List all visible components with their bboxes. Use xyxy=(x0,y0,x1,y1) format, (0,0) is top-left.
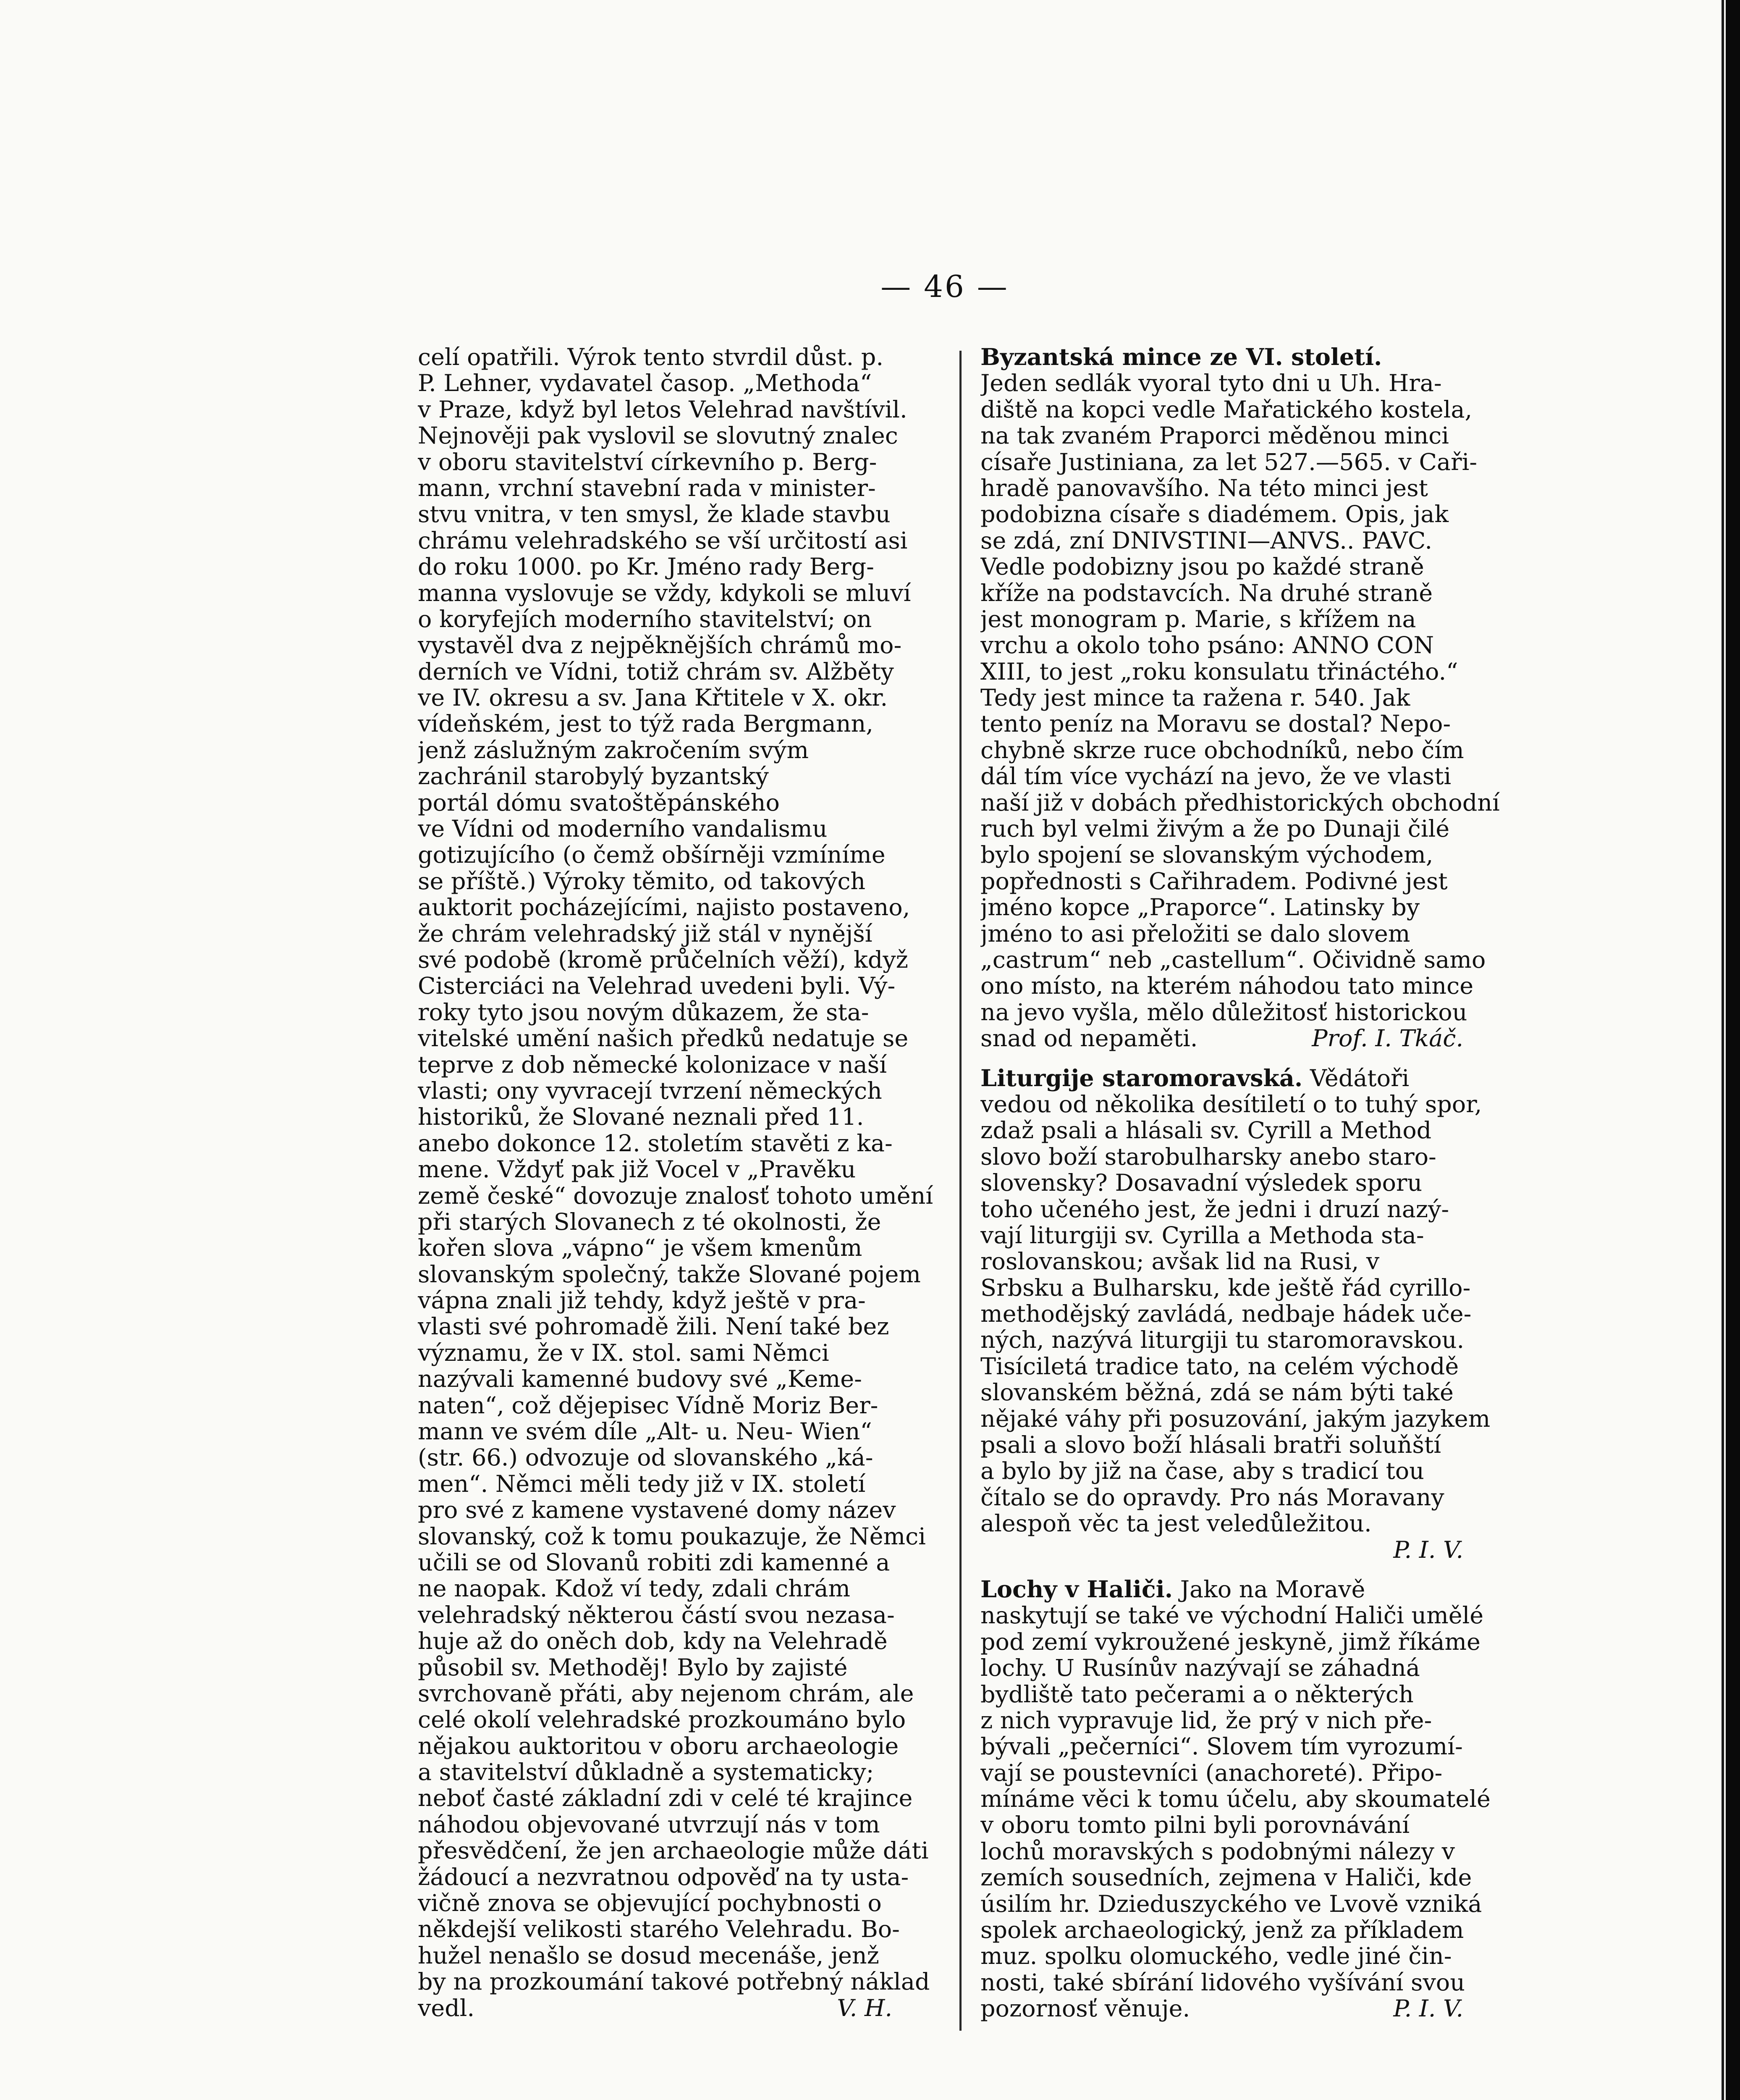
text-line: nosti, také sbírání lidového vyšívání svou xyxy=(980,1969,1465,1996)
text-line: vedou od několika desítiletí o to tuhý spor, xyxy=(980,1091,1482,1118)
text-line: jméno to asi přeložiti se dalo slovem xyxy=(980,921,1410,947)
text-line: jméno kopce „Praporce“. Latinsky by xyxy=(980,895,1420,921)
text-line: portál dómu svatoštěpánského xyxy=(418,790,780,816)
text-line: někdejší velikosti starého Velehradu. Bo- xyxy=(418,1916,900,1943)
text-line: by na prozkoumání takové potřebný náklad xyxy=(418,1969,930,1995)
text-line: vlasti; ony vyvracejí tvrzení německých xyxy=(418,1078,882,1105)
text-line: bývali „pečerníci“. Slovem tím vyrozumí- xyxy=(980,1734,1463,1760)
page-edge-shadow xyxy=(1722,0,1724,2100)
text-line: Nejnověji pak vyslovil se slovutný znalec xyxy=(418,423,898,449)
text-line: pro své z kamene vystavené domy název xyxy=(418,1497,896,1524)
text-line: (str. 66.) odvozuje od slovanského „ká- xyxy=(418,1445,873,1471)
text-line: čítalo se do opravdy. Pro nás Moravany xyxy=(980,1484,1444,1511)
text-line: chrámu velehradského se vší určitostí asi xyxy=(418,528,908,554)
text-line: úsilím hr. Dzieduszyckého ve Lvově vzniká xyxy=(980,1891,1482,1918)
section-heading-line-liturgy xyxy=(980,1066,1514,1092)
section-last-line: pozornosť věnuje. xyxy=(980,1996,1190,2022)
section-closing-line xyxy=(980,1996,1514,2022)
text-line: vitelské umění našich předků nedatuje se xyxy=(418,1026,909,1052)
left-column-text xyxy=(418,344,943,1995)
text-line: neboť časté základní zdi v celé té krajince xyxy=(418,1785,913,1812)
text-line: diště na kopci vedle Mařatického kostela, xyxy=(980,396,1473,423)
text-line: na jevo vyšla, mělo důležitosť historickou xyxy=(980,999,1467,1026)
text-line: vičně znova se objevující pochybnosti o xyxy=(418,1890,882,1917)
left-signature: V. H. xyxy=(837,1995,892,2021)
text-line: císaře Justiniana, za let 527.—565. v Caři- xyxy=(980,449,1478,475)
text-line: mann ve svém díle „Alt- u. Neu- Wien“ xyxy=(418,1419,872,1445)
text-line: muz. spolku olomuckého, vedle jiné čin- xyxy=(980,1943,1452,1970)
text-line: auktorit pocházejícími, najisto postaveno, xyxy=(418,895,910,921)
text-line: se zdá, zní DNIVSTINI—ANVS.. PAVC. xyxy=(980,528,1432,554)
section-text-liturgy xyxy=(980,1092,1514,1537)
section-signature: Prof. I. Tkáč. xyxy=(1312,1026,1463,1052)
page-number: — 46 — xyxy=(880,269,1009,304)
text-line: zdaž psali a hlásali sv. Cyrill a Method xyxy=(980,1118,1432,1144)
text-line: vápna znali již tehdy, když ještě v pra- xyxy=(418,1288,866,1314)
text-line: bylo spojení se slovanským východem, xyxy=(980,842,1433,869)
text-line: podobizna císaře s diadémem. Opis, jak xyxy=(980,501,1449,528)
text-line: ných, nazývá liturgiji tu staromoravskou. xyxy=(980,1327,1465,1354)
text-line: jest monogram p. Marie, s křížem na xyxy=(980,606,1416,633)
text-line: svrchovaně přáti, aby nejenom chrám, ale xyxy=(418,1680,914,1707)
text-line: ne naopak. Kdož ví tedy, zdali chrám xyxy=(418,1576,851,1602)
section-heading-line-lochy xyxy=(980,1577,1514,1603)
text-line: hužel nenašlo se dosud mecenáše, jenž xyxy=(418,1942,879,1969)
text-line: P. Lehner, vydavatel časop. „Methoda“ xyxy=(418,370,872,397)
section-text-lochy xyxy=(980,1603,1514,1996)
text-line: teprve z dob německé kolonizace v naší xyxy=(418,1052,887,1078)
text-line: mene. Vždyť pak již Vocel v „Pravěku xyxy=(418,1157,856,1183)
text-line: slovanským společný, takže Slované pojem xyxy=(418,1261,921,1288)
text-line: derních ve Vídni, totiž chrám sv. Alžběty xyxy=(418,659,894,685)
text-line: nějakou auktoritou v oboru archaeologie xyxy=(418,1733,899,1760)
text-line: náhodou objevované utvrzují nás v tom xyxy=(418,1811,880,1838)
text-line: mínáme věci k tomu účelu, aby skoumatelé xyxy=(980,1786,1491,1813)
text-line: a stavitelství důkladně a systematicky; xyxy=(418,1759,874,1786)
text-line: „castrum“ neb „castellum“. Očividně samo xyxy=(980,947,1486,974)
section-lead-text: Jako na Moravě xyxy=(1173,1576,1365,1603)
text-line: manna vyslovuje se vždy, kdykoli se mluví xyxy=(418,580,911,606)
left-column-closing-line xyxy=(418,1995,943,2021)
text-line: působil sv. Methoděj! Bylo by zajisté xyxy=(418,1654,848,1681)
text-line: nazývali kamenné budovy své „Keme- xyxy=(418,1366,862,1393)
section-closing-line xyxy=(980,1537,1514,1563)
text-line: učili se od Slovanů robiti zdi kamenné a xyxy=(418,1549,890,1576)
scan-border xyxy=(1726,0,1740,2100)
text-line: dál tím více vychází na jevo, že ve vlasti xyxy=(980,764,1452,790)
text-line: XIII, to jest „roku konsulatu třináctého.“ xyxy=(980,659,1458,685)
text-line: alespoň věc ta jest veledůležitou. xyxy=(980,1511,1372,1537)
text-line: ono místo, na kterém náhodou tato mince xyxy=(980,973,1474,1000)
text-line: roslovanskou; avšak lid na Rusi, v xyxy=(980,1249,1380,1275)
text-line: tento peníz na Moravu se dostal? Nepo- xyxy=(980,711,1451,738)
text-line: v oboru stavitelství církevního p. Berg- xyxy=(418,449,877,475)
text-line: o koryfejích moderního stavitelství; on xyxy=(418,606,872,633)
section-signature: P. I. V. xyxy=(1393,1537,1463,1563)
section-closing-line xyxy=(980,1026,1514,1052)
text-line: že chrám velehradský již stál v nynější xyxy=(418,921,873,947)
text-line: kořen slova „vápno“ je všem kmenům xyxy=(418,1235,862,1262)
text-line: žádoucí a nezvratnou odpověď na ty usta- xyxy=(418,1864,909,1891)
text-line: celí opatřili. Výrok tento stvrdil důst. p. xyxy=(418,344,883,371)
section-heading-byzantine-coin: Byzantská mince ze VI. století. xyxy=(980,344,1382,371)
text-line: roky tyto jsou novým důkazem, že sta- xyxy=(418,999,869,1026)
text-line: naten“, což dějepisec Vídně Moriz Ber- xyxy=(418,1392,878,1419)
text-line: ve IV. okresu a sv. Jana Křtitele v X. okr. xyxy=(418,685,888,711)
text-line: jenž záslužným zakročením svým xyxy=(418,737,809,764)
text-line: Tedy jest mince ta ražena r. 540. Jak xyxy=(980,685,1410,711)
text-line: historiků, že Slované neznali před 11. xyxy=(418,1104,864,1131)
left-last-line: vedl. xyxy=(418,1995,475,2021)
text-line: Cisterciáci na Velehrad uvedeni byli. Vý- xyxy=(418,973,896,1000)
text-line: na tak zvaném Praporci měděnou minci xyxy=(980,423,1449,449)
text-line: své podobě (kromě průčelních věží), když xyxy=(418,947,908,974)
text-line: naskytují se také ve východní Haliči umělé xyxy=(980,1603,1484,1629)
right-column xyxy=(980,344,1514,2022)
text-line: vlasti své pohromadě žili. Není také bez xyxy=(418,1314,889,1340)
text-line: z nich vypravuje lid, že prý v nich pře- xyxy=(980,1707,1432,1734)
text-line: se příště.) Výroky těmito, od takových xyxy=(418,868,866,895)
text-line: Vedle podobizny jsou po každé straně xyxy=(980,554,1424,580)
text-line: vídeňském, jest to týž rada Bergmann, xyxy=(418,711,873,738)
text-line: přesvědčení, že jen archaeologie může dáti xyxy=(418,1838,929,1864)
text-line: země české“ dovozuje znalosť tohoto umění xyxy=(418,1183,933,1209)
section-text-byzantine-coin xyxy=(980,370,1514,1026)
text-line: stvu vnitra, v ten smysl, že klade stavbu xyxy=(418,501,891,528)
text-line: vají liturgiji sv. Cyrilla a Methoda sta- xyxy=(980,1222,1424,1249)
text-line: významu, že v IX. stol. sami Němci xyxy=(418,1340,829,1367)
text-line: spolek archaeologický, jenž za příkladem xyxy=(980,1917,1464,1944)
text-line: celé okolí velehradské prozkoumáno bylo xyxy=(418,1707,906,1733)
text-line: anebo dokonce 12. stoletím stavěti z ka- xyxy=(418,1130,893,1157)
text-line: do roku 1000. po Kr. Jméno rady Berg- xyxy=(418,554,874,580)
text-line: lochy. U Rusínův nazývají se záhadná xyxy=(980,1655,1420,1682)
text-line: slovo boží starobulharsky anebo staro- xyxy=(980,1144,1436,1171)
section-lead-text: Vědátoři xyxy=(1302,1065,1410,1092)
text-line: při starých Slovanech z té okolnosti, že xyxy=(418,1209,881,1236)
text-line: pod zemí vykroužené jeskyně, jimž říkáme xyxy=(980,1629,1481,1656)
text-line: popřednosti s Cařihradem. Podivné jest xyxy=(980,868,1448,895)
text-line: slovanský, což k tomu poukazuje, že Němci xyxy=(418,1523,926,1550)
text-line: psali a slovo boží hlásali bratři soluňští xyxy=(980,1432,1441,1459)
text-line: Tisíciletá tradice tato, na celém východě xyxy=(980,1353,1459,1380)
text-line: v Praze, když byl letos Velehrad navštívil. xyxy=(418,396,907,423)
section-heading-lochy: Lochy v Haliči. xyxy=(980,1576,1173,1603)
text-line: slovensky? Dosavadní výsledek sporu xyxy=(980,1170,1423,1197)
section-signature: P. I. V. xyxy=(1393,1996,1463,2022)
text-line: zemích sousedních, zejmena v Haliči, kde xyxy=(980,1865,1472,1891)
text-line: mann, vrchní stavební rada v minister- xyxy=(418,475,876,502)
text-line: vystavěl dva z nejpěknějších chrámů mo- xyxy=(418,633,902,659)
text-line: nějaké váhy při posuzování, jakým jazykem xyxy=(980,1406,1491,1433)
text-line: gotizujícího (o čemž obšírněji vzmíníme xyxy=(418,842,886,869)
text-line: methodějský zavládá, nedbaje hádek uče- xyxy=(980,1301,1472,1328)
text-line: vrchu a okolo toho psáno: ANNO CON xyxy=(980,633,1434,659)
text-line: velehradský některou částí svou nezasa- xyxy=(418,1602,895,1629)
text-line: toho učeného jest, že jedni i druzí nazý- xyxy=(980,1196,1449,1223)
text-line: lochů moravských s podobnými nálezy v xyxy=(980,1838,1455,1865)
text-line: hradě panovavšího. Na této minci jest xyxy=(980,475,1428,502)
text-line: chybně skrze ruce obchodníků, nebo čím xyxy=(980,737,1464,764)
text-line: slovanském běžná, zdá se nám býti také xyxy=(980,1380,1454,1406)
text-line: ve Vídni od moderního vandalismu xyxy=(418,816,828,843)
text-line: Jeden sedlák vyoral tyto dni u Uh. Hra- xyxy=(980,370,1442,397)
text-line: Srbsku a Bulharsku, kde ještě řád cyrillo- xyxy=(980,1275,1471,1302)
section-last-line: snad od nepaměti. xyxy=(980,1026,1198,1052)
text-line: naší již v dobách předhistorických obchodní xyxy=(980,790,1500,816)
text-line: v oboru tomto pilni byli porovnávání xyxy=(980,1812,1410,1839)
text-line: zachránil starobylý byzantský xyxy=(418,764,769,790)
section-heading-liturgy: Liturgije staromoravská. xyxy=(980,1065,1303,1092)
text-line: huje až do oněch dob, kdy na Velehradě xyxy=(418,1628,888,1655)
text-line: kříže na podstavcích. Na druhé straně xyxy=(980,580,1433,606)
column-divider xyxy=(959,351,962,2031)
text-line: ruch byl velmi živým a že po Dunaji čilé xyxy=(980,816,1450,843)
left-column xyxy=(418,344,943,2021)
text-line: vají se poustevníci (anachoreté). Připo- xyxy=(980,1760,1443,1787)
text-line: a bylo by již na čase, aby s tradicí tou xyxy=(980,1458,1424,1485)
text-line: men“. Němci měli tedy již v IX. století xyxy=(418,1471,866,1498)
text-line: bydliště tato pečerami a o některých xyxy=(980,1681,1414,1708)
